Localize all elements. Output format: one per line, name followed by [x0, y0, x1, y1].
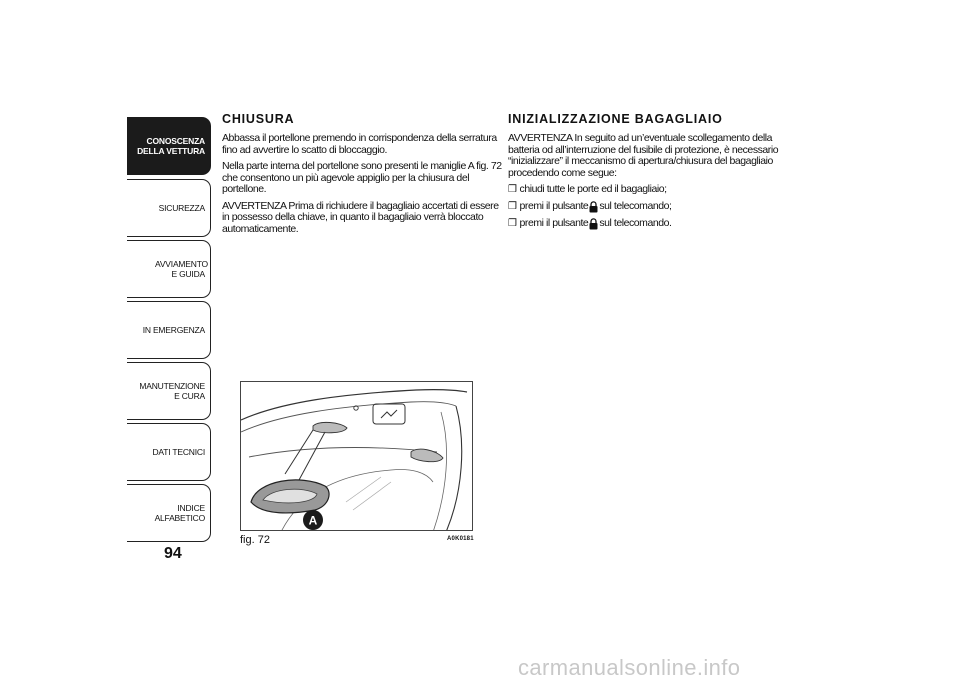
paragraph: Abbassa il portellone premendo in corrispondenza della serratura fino ad avvertire lo scatto di bloccaggio.	[222, 132, 497, 156]
checkbox-bullet-icon: ❒	[508, 217, 517, 229]
checkbox-bullet-icon: ❒	[508, 200, 517, 212]
section-chiusura	[222, 113, 502, 240]
step-text: sul telecomando.	[599, 216, 672, 229]
tab-manutenzione-e-cura[interactable]	[127, 362, 211, 420]
list-item	[508, 218, 780, 230]
tab-label: IN EMERGENZA	[142, 325, 205, 335]
step-text: premi il pulsante	[519, 199, 589, 212]
step-text: premi il pulsante	[519, 216, 589, 229]
warning-paragraph: AVVERTENZA Prima di richiudere il bagagliaio accertati di essere in possesso della chiave, in quanto il bagagliaio verrà bloccato automaticamente.	[222, 199, 499, 235]
tailgate-illustration	[241, 382, 473, 531]
lock-icon	[589, 218, 598, 230]
page-number: 94	[164, 545, 182, 562]
step-text: sul telecomando;	[599, 199, 672, 212]
tab-label: SICUREZZA	[158, 203, 205, 213]
step-text: chiudi tutte le porte ed il bagagliaio;	[519, 183, 667, 195]
tab-label: INDICE ALFABETICO	[154, 503, 205, 523]
section-heading: INIZIALIZZAZIONE BAGAGLIAIO	[508, 112, 723, 126]
figure-caption: fig. 72	[240, 534, 270, 546]
tab-dati-tecnici[interactable]	[127, 423, 211, 481]
list-item	[508, 201, 780, 213]
tab-sicurezza[interactable]	[127, 179, 211, 237]
tab-label: AVVIAMENTO E GUIDA	[155, 259, 208, 279]
checkbox-bullet-icon: ❒	[508, 184, 517, 195]
paragraph: Nella parte interna del portellone sono presenti le maniglie A fig. 72 che consentono un più agevole appiglio per la chiusura del portellone.	[222, 160, 502, 195]
tab-indice-alfabetico[interactable]	[127, 484, 211, 542]
tab-in-emergenza[interactable]	[127, 301, 211, 359]
callout-a-label: A	[308, 513, 318, 528]
tab-label: CONOSCENZA DELLA VETTURA	[137, 136, 205, 156]
warning-paragraph: AVVERTENZA In seguito ad un’eventuale scollegamento della batteria od all’interruzione del fusibile di protezione, è necessario “inizializzare” il meccanismo di apertura/chiusura del bagagliaio procedendo come segue:	[508, 132, 779, 179]
section-inizializzazione	[508, 113, 780, 235]
tab-label: DATI TECNICI	[152, 447, 205, 457]
tab-label: MANUTENZIONE E CURA	[139, 381, 205, 401]
section-heading: CHIUSURA	[222, 112, 295, 126]
list-item	[508, 184, 780, 196]
lock-icon	[589, 201, 598, 213]
figure-code: A0K0181	[447, 536, 474, 542]
tab-conoscenza-della-vettura[interactable]	[127, 117, 211, 175]
tab-avviamento-e-guida[interactable]	[127, 240, 211, 298]
watermark: carmanualsonline.info	[518, 655, 741, 680]
figure-72	[240, 381, 473, 531]
